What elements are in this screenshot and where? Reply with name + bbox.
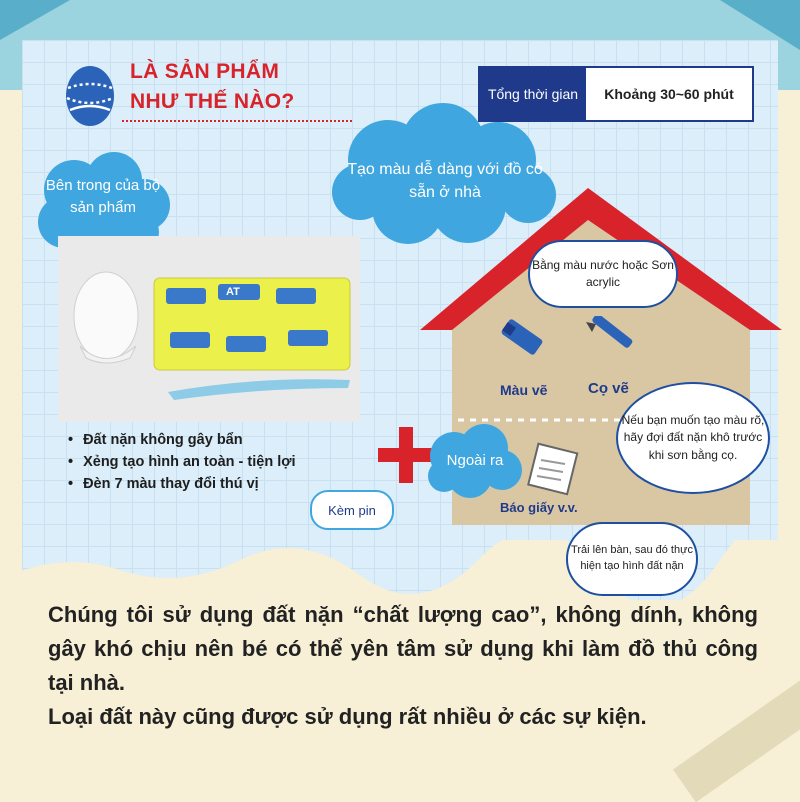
total-time-label: Tổng thời gian xyxy=(480,68,586,120)
kit-inside-cloud-text: Bên trong của bộ sản phẩm xyxy=(45,177,161,216)
coloring-cloud-text: Tạo màu dễ dàng với đồ có sẵn ở nhà xyxy=(347,161,543,202)
paint-tip-bubble: Nếu bạn muốn tạo màu rõ, hãy đợi đất nặn khô trước khi sơn bằng cọ. xyxy=(616,382,770,494)
newspaper-icon xyxy=(525,440,581,496)
description-paragraph-2: Loại đất này cũng được sử dụng rất nhiều ở các sự kiện. xyxy=(48,704,647,730)
paper-label: Báo giấy v.v. xyxy=(500,500,578,515)
feature-item: • Đèn 7 màu thay đổi thú vị xyxy=(68,476,296,492)
paint-label: Màu vẽ xyxy=(500,382,548,398)
page-title-line1: LÀ SẢN PHẨM xyxy=(130,60,280,83)
paint-type-bubble: Bằng màu nước hoặc Sơn acrylic xyxy=(528,240,678,308)
description-text xyxy=(48,598,758,734)
brush-label: Cọ vẽ xyxy=(588,380,629,397)
battery-included-badge: Kèm pin xyxy=(310,490,394,530)
product-illustration xyxy=(58,236,360,422)
paint-tube-icon xyxy=(498,318,554,366)
plus-icon xyxy=(399,427,413,483)
feature-item: • Đất nặn không gây bẩn xyxy=(68,432,296,448)
paper-tip-bubble: Trải lên bàn, sau đó thực hiện tạo hình đất nặn xyxy=(566,522,698,596)
title-underline xyxy=(122,120,352,122)
feature-item: • Xẻng tạo hình an toàn - tiện lợi xyxy=(68,454,296,470)
egg-logo-icon xyxy=(62,58,118,128)
paintbrush-icon xyxy=(580,316,638,368)
also-cloud-text: Ngoài ra xyxy=(446,452,504,469)
product-photo xyxy=(58,236,360,422)
package-brand: AT xyxy=(226,286,240,298)
page-title-line2: NHƯ THẾ NÀO? xyxy=(130,90,295,113)
description-paragraph-1: Chúng tôi sử dụng đất nặn “chất lượng cao”, không dính, không gây khó chịu nên bé có thể yên tâm sử dụng khi làm đồ thủ công tại nhà. xyxy=(48,602,758,696)
total-time-value: Khoảng 30~60 phút xyxy=(604,86,734,102)
feature-list xyxy=(68,432,296,498)
